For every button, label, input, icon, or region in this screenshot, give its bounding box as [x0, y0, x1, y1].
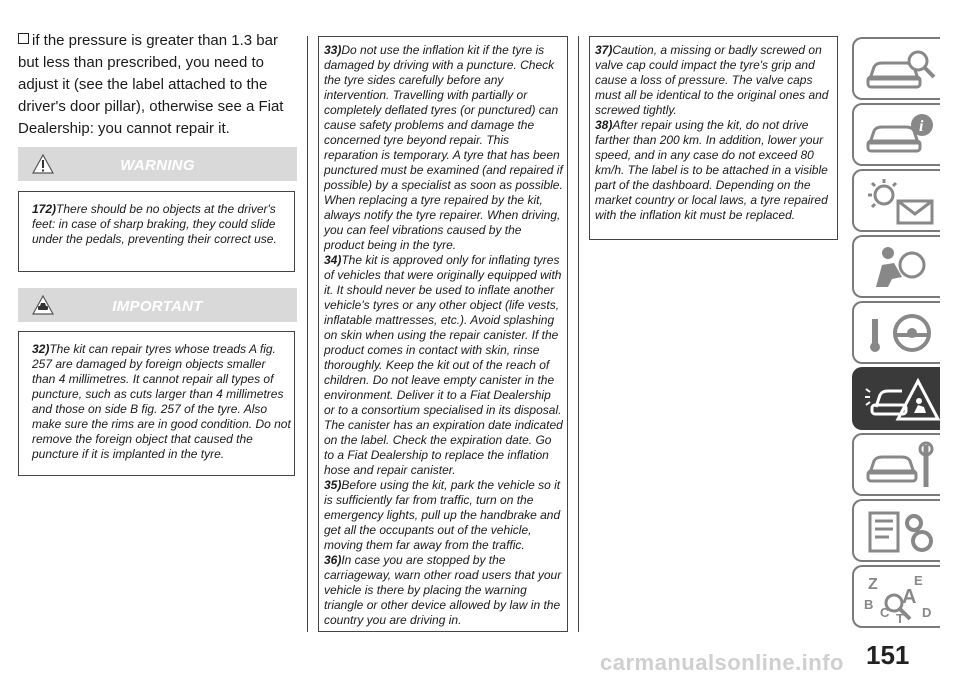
note-item: [324, 253, 564, 478]
tab-warning-lights[interactable]: [852, 169, 940, 232]
important-body: [18, 331, 295, 476]
important-title: IMPORTANT: [112, 298, 203, 315]
letter-b: B: [864, 597, 874, 612]
column-divider: [307, 36, 308, 632]
alphabet-index-icon: [862, 573, 940, 625]
car-maintenance-icon: [862, 441, 940, 491]
middle-notes-box: [318, 36, 568, 632]
warning-title: WARNING: [120, 157, 195, 174]
note-ref: 34): [324, 253, 342, 267]
note-ref: 37): [595, 43, 613, 57]
emergency-car-icon: [862, 375, 940, 425]
tab-servicing-care[interactable]: [852, 433, 940, 496]
important-ref: 32): [32, 342, 50, 356]
warning-lights-icon: [862, 177, 940, 227]
note-item: [324, 478, 564, 553]
tab-knowing-the-car[interactable]: [852, 37, 940, 100]
tab-starting-driving[interactable]: [852, 301, 940, 364]
warning-text: There should be no objects at the driver's feet: in case of sharp braking, they could slide under the pedals, preventing their correct use.: [32, 202, 277, 246]
note-ref: 33): [324, 43, 342, 57]
specs-gear-icon: [862, 507, 940, 557]
bullet-paragraph: [18, 30, 298, 140]
column-divider: [578, 36, 579, 632]
letter-t: T: [896, 611, 904, 625]
note-ref: 36): [324, 553, 342, 567]
warning-body: [18, 191, 295, 272]
warning-header: [18, 147, 297, 181]
important-text: The kit can repair tyres whose treads A fig. 257 are damaged by foreign objects smaller than 4 millimetres. It cannot repair all types of puncture, such as cuts larger than 4 millimetres and those on side B fig. 257 of the tyre. Also make sure the rims are in good condition. Do not remove the foreign object that caused the puncture if it is implanted in the tyre.: [32, 342, 291, 461]
letter-e: E: [914, 573, 923, 588]
svg-text:i: i: [919, 118, 924, 135]
note-ref: 38): [595, 118, 613, 132]
note-item: [324, 553, 564, 628]
tab-index[interactable]: [852, 565, 940, 628]
important-header: [18, 288, 297, 322]
tab-in-an-emergency[interactable]: [852, 367, 940, 430]
tab-instruments[interactable]: [852, 103, 940, 166]
note-text: After repair using the kit, do not drive farther than 200 km. In addition, lower your speed, and in any case do not exceed 80 km/h. The label is to be attached in a visible part of the dashboard. Depending on the market country or local laws, a tyre repaired with the inflation kit must be replaced.: [595, 118, 828, 222]
letter-c: C: [880, 605, 890, 620]
note-text: The kit is approved only for inflating tyres of vehicles that were originally equipped with it. It should never be used to inflate another vehicle's tyres or any other object (life vests, inflatable mattresses, etc.). Avoid splashing on skin when using the repair canister. If the product comes in contact with skin, rinse thoroughly. Keep the kit out of the reach of children. Do not leave empty canister in the environment. Deliver it to a Fiat Dealership or to a consortium specialised in its disposal. The canister has an expiration date indicated on the label. Check the expiration date. Go to a Fiat Dealership to replace the inflation hose and repair canister.: [324, 253, 563, 477]
note-text: Caution, a missing or badly screwed on valve cap could impact the tyre's grip and cause a loss of pressure. The valve caps must all be identical to the original ones and screwed tightly.: [595, 43, 829, 117]
note-ref: 35): [324, 478, 342, 492]
warning-ref: 172): [32, 202, 57, 216]
letter-d: D: [922, 605, 932, 620]
letter-a: A: [902, 586, 917, 608]
bullet-text: if the pressure is greater than 1.3 bar but less than prescribed, you need to adjust it (see the label attached to the driver's door pillar), otherwise see a Fiat Dealership: you cannot repair it.: [18, 32, 284, 137]
note-item: [324, 43, 564, 253]
tab-safety[interactable]: [852, 235, 940, 298]
car-search-icon: [862, 45, 940, 95]
note-text: Before using the kit, park the vehicle so it is sufficiently far from traffic, turn on the emergency lights, pull up the handbrake and get all the occupants out of the vehicle, moving them far away from the traffic.: [324, 478, 561, 552]
page-number: 151: [866, 640, 910, 670]
note-text: Do not use the inflation kit if the tyre is damaged by driving with a puncture. Check the tyre sides carefully before any intervention. Travelling with partially or completely deflated tyres (or punctured) can cause safety problems and damage the concerned tyre beyond repair. This reparation is temporary. A tyre that has been punctured must be examined (and repaired if possible) by a specialist as soon as possible. When replacing a tyre repaired by the kit, always notify the tyre repairer. When driving, you can feel vibrations caused by the product being in the tyre.: [324, 43, 563, 252]
watermark: carmanualsonline.info: [600, 650, 844, 675]
right-notes-box: [589, 36, 838, 240]
note-item: [595, 118, 834, 223]
note-text: In case you are stopped by the carriageway, warn other road users that your vehicle is there by placing the warning triangle or other device allowed by law in the country you are driving in.: [324, 553, 562, 627]
checkbox-bullet-icon: [18, 33, 29, 44]
airbag-safety-icon: [862, 243, 940, 293]
steering-key-icon: [862, 309, 940, 359]
car-info-icon: [862, 111, 940, 161]
note-item: [595, 43, 834, 118]
tab-technical-data[interactable]: [852, 499, 940, 562]
letter-z: Z: [868, 576, 878, 593]
